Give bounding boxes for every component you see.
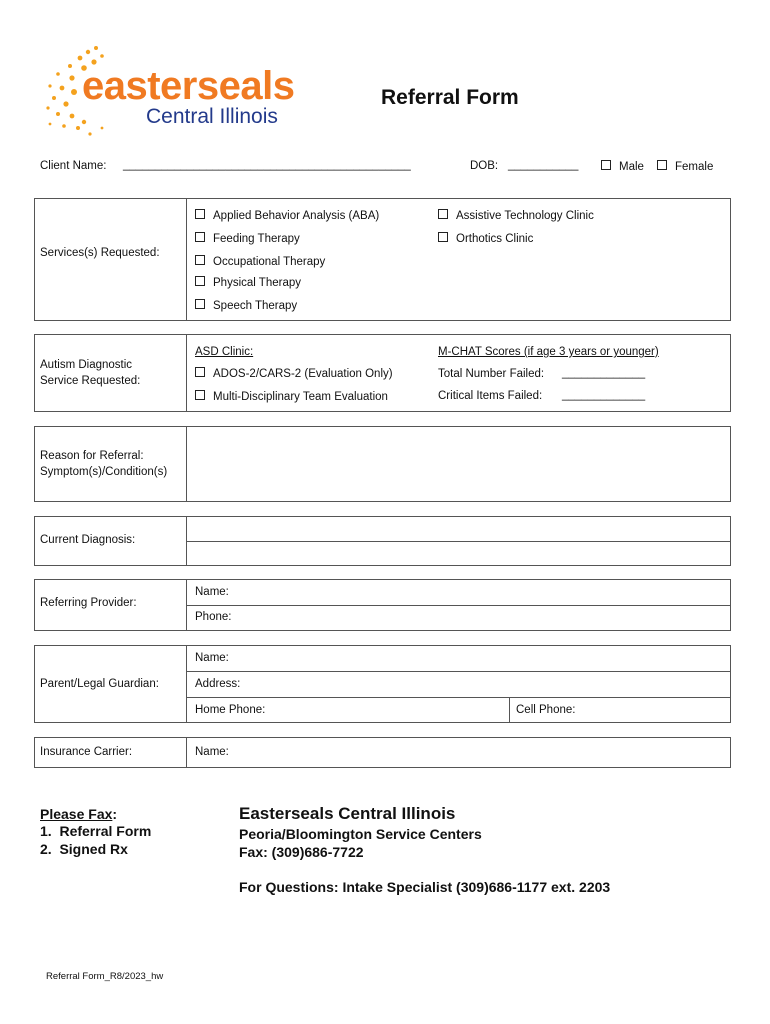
- service-label: Feeding Therapy: [213, 233, 300, 245]
- org-fax: Fax: (309)686-7722: [239, 844, 364, 860]
- reason-label: Reason for Referral:: [40, 450, 144, 462]
- asd-clinic-heading: ASD Clinic:: [195, 346, 254, 358]
- logo-subtitle: Central Illinois: [146, 105, 278, 128]
- asd-label: ADOS-2/CARS-2 (Evaluation Only): [213, 368, 393, 380]
- service-label: Orthotics Clinic: [456, 233, 534, 245]
- guardian-name-field[interactable]: Name:: [195, 652, 229, 664]
- org-name: Easterseals Central Illinois: [239, 804, 456, 823]
- checkbox-icon[interactable]: [601, 160, 611, 170]
- diagnosis-input-1[interactable]: [188, 518, 728, 540]
- service-label: Assistive Technology Clinic: [456, 210, 594, 222]
- logo-wordmark: easterseals: [82, 64, 295, 108]
- autism-label-line1: Autism Diagnostic: [40, 359, 133, 371]
- insurance-section: [34, 737, 731, 768]
- diagnosis-label: Current Diagnosis:: [40, 534, 136, 546]
- services-label: Services(s) Requested:: [40, 247, 160, 259]
- provider-phone-field[interactable]: Phone:: [195, 611, 232, 623]
- footer-form-id: Referral Form_R8/2023_hw: [46, 971, 164, 982]
- checkbox-icon[interactable]: [195, 367, 205, 377]
- mchat-critical-label: Critical Items Failed:: [438, 390, 543, 402]
- insurance-label: Insurance Carrier:: [40, 746, 133, 758]
- reason-input[interactable]: [188, 428, 728, 500]
- org-questions: For Questions: Intake Specialist (309)686-1177 ext. 2203: [239, 879, 611, 895]
- provider-label: Referring Provider:: [40, 597, 137, 609]
- page-title: Referral Form: [381, 86, 519, 109]
- guardian-cell-phone-field[interactable]: Cell Phone:: [516, 704, 576, 716]
- asd-option-ados[interactable]: [195, 367, 393, 380]
- checkbox-icon[interactable]: [438, 209, 448, 219]
- asd-option-mdt[interactable]: [195, 390, 388, 403]
- male-option[interactable]: [601, 160, 644, 173]
- checkbox-icon[interactable]: [195, 299, 205, 309]
- service-label: Speech Therapy: [213, 300, 298, 312]
- client-name-label: Client Name:: [40, 160, 107, 172]
- service-option-ot[interactable]: [195, 255, 325, 268]
- service-label: Occupational Therapy: [213, 256, 326, 268]
- checkbox-icon[interactable]: [195, 276, 205, 286]
- diagnosis-input-2[interactable]: [188, 543, 728, 565]
- checkbox-icon[interactable]: [657, 160, 667, 170]
- insurance-name-field[interactable]: Name:: [195, 746, 229, 758]
- service-option-pt[interactable]: [195, 276, 301, 289]
- guardian-address-field[interactable]: Address:: [195, 678, 241, 690]
- mchat-heading: M-CHAT Scores (if age 3 years or younger): [438, 346, 659, 358]
- checkbox-icon[interactable]: [195, 209, 205, 219]
- service-label: Applied Behavior Analysis (ABA): [213, 210, 380, 222]
- checkbox-icon[interactable]: [438, 232, 448, 242]
- mchat-total-label: Total Number Failed:: [438, 368, 545, 380]
- provider-name-field[interactable]: Name:: [195, 586, 229, 598]
- reason-sublabel: Symptom(s)/Condition(s): [40, 466, 168, 478]
- female-label: Female: [675, 161, 714, 173]
- mchat-critical-field[interactable]: _____________: [562, 389, 646, 401]
- client-name-field[interactable]: _____________________________________________: [123, 159, 411, 171]
- services-section: [34, 198, 731, 321]
- male-label: Male: [619, 161, 644, 173]
- fax-item-2: 2. Signed Rx: [40, 841, 128, 857]
- checkbox-icon[interactable]: [195, 232, 205, 242]
- service-option-feeding[interactable]: [195, 232, 300, 245]
- easterseals-logo: [44, 44, 294, 140]
- checkbox-icon[interactable]: [195, 255, 205, 265]
- guardian-label: Parent/Legal Guardian:: [40, 678, 159, 690]
- female-option[interactable]: [657, 160, 713, 173]
- fax-item-1: 1. Referral Form: [40, 823, 152, 839]
- guardian-home-phone-field[interactable]: Home Phone:: [195, 704, 266, 716]
- autism-label-line2: Service Requested:: [40, 375, 141, 387]
- service-label: Physical Therapy: [213, 277, 301, 289]
- service-option-aba[interactable]: [195, 209, 379, 222]
- checkbox-icon[interactable]: [195, 390, 205, 400]
- service-option-assistive[interactable]: [438, 209, 594, 222]
- fax-heading-colon: :: [112, 806, 118, 822]
- asd-label: Multi-Disciplinary Team Evaluation: [213, 391, 388, 403]
- service-option-orthotics[interactable]: [438, 232, 533, 245]
- fax-heading: [40, 806, 117, 822]
- fax-heading-text: Please Fax: [40, 806, 113, 822]
- dob-field[interactable]: ___________: [508, 159, 579, 171]
- org-centers: Peoria/Bloomington Service Centers: [239, 826, 482, 842]
- service-option-speech[interactable]: [195, 299, 297, 312]
- dob-label: DOB:: [470, 160, 499, 172]
- mchat-total-field[interactable]: _____________: [562, 367, 646, 379]
